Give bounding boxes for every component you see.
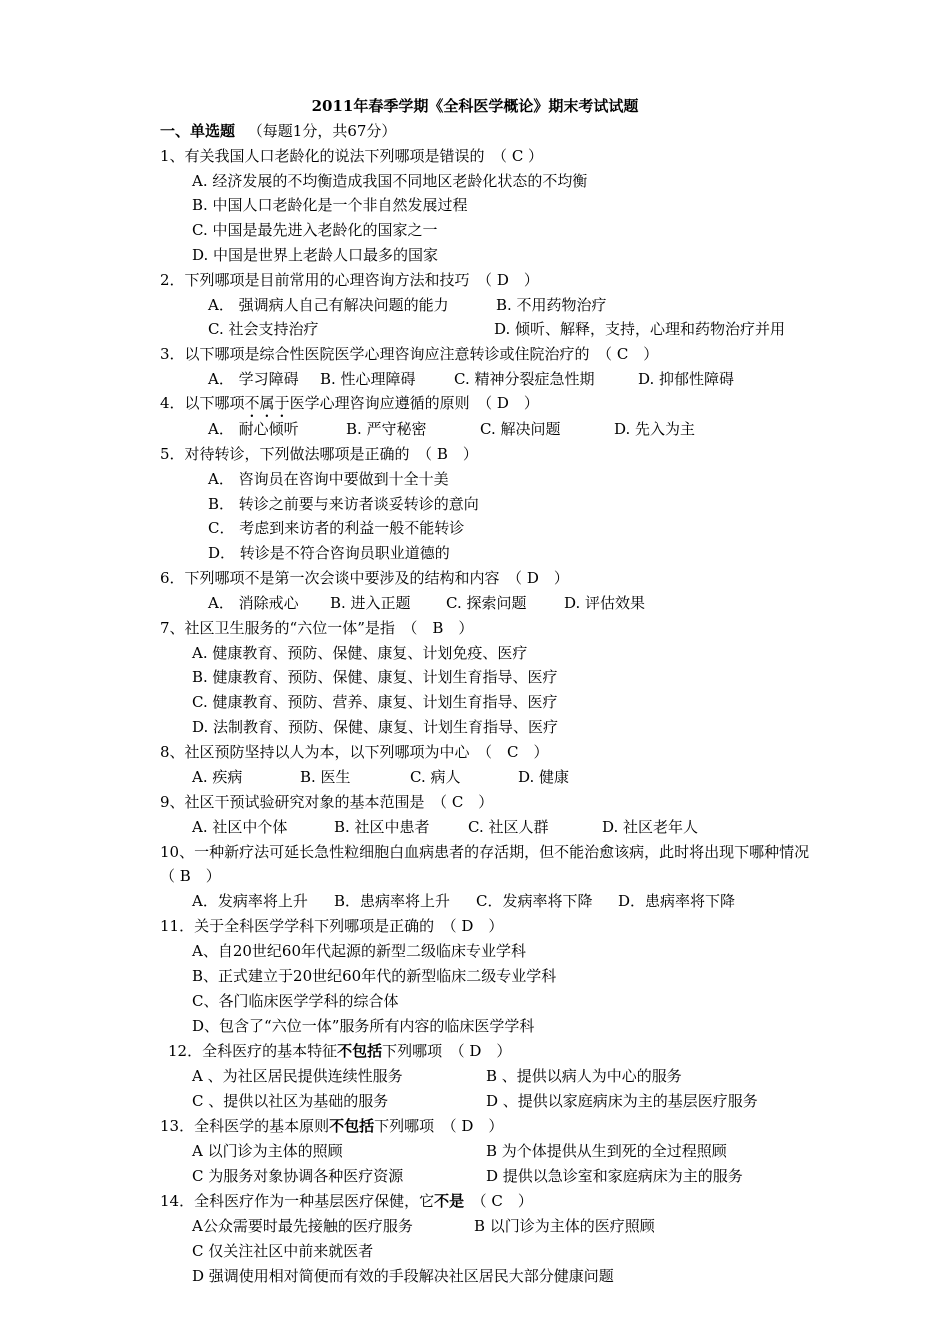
option: B. 健康教育、预防、保健、康复、计划生育指导、医疗 bbox=[192, 668, 558, 686]
stem-part: 医学心理咨询应遵循的原则 （ D ） bbox=[289, 394, 539, 412]
option: D. 法制教育、预防、保健、康复、计划生育指导、医疗 bbox=[192, 718, 559, 736]
option: C． 考虑到来访者的利益一般不能转诊 bbox=[208, 519, 465, 537]
stem-part: 12．全科医疗的基本特征 bbox=[168, 1042, 338, 1060]
option: D 强调使用相对简便而有效的手段解决社区居民大部分健康问题 bbox=[192, 1267, 614, 1285]
option: B 以门诊为主体的医疗照顾 bbox=[474, 1217, 655, 1235]
option: B. 性心理障碍 bbox=[320, 370, 416, 388]
option: C. 社区人群 bbox=[468, 818, 549, 836]
option: D. 抑郁性障碍 bbox=[638, 370, 735, 388]
option: C. 健康教育、预防、营养、康复、计划生育指导、医疗 bbox=[192, 693, 558, 711]
option: A． 咨询员在咨询中要做到十全十美 bbox=[208, 470, 449, 488]
option: D 、提供以家庭病床为主的基层医疗服务 bbox=[486, 1092, 758, 1110]
option: A． 消除戒心 bbox=[208, 594, 299, 612]
stem-part: 14．全科医疗作为一种基层医疗保健，它 bbox=[160, 1192, 435, 1210]
option: A. 社区中个体 bbox=[192, 818, 288, 836]
option: C. 精神分裂症急性期 bbox=[454, 370, 595, 388]
question-stem: 5．对待转诊，下列做法哪项是正确的 （ B ） bbox=[160, 445, 478, 463]
option: B、正式建立于20世纪60年代的新型临床二级专业学科 bbox=[192, 967, 557, 985]
question-stem: 8、社区预防坚持以人为本，以下列哪项为中心 （ C ） bbox=[160, 743, 549, 761]
option: B．患病率将上升 bbox=[334, 892, 451, 910]
question-stem bbox=[160, 1191, 950, 1211]
option: A． 学习障碍 bbox=[208, 370, 299, 388]
emphasis-text: 不是 bbox=[434, 1192, 465, 1210]
option: A. 经济发展的不均衡造成我国不同地区老龄化状态的不均衡 bbox=[192, 172, 588, 190]
question-stem: 11．关于全科医学学科下列哪项是正确的 （ D ） bbox=[160, 917, 504, 935]
emphasis-text: 不属于 bbox=[244, 394, 290, 412]
option: D. 中国是世界上老龄人口最多的国家 bbox=[192, 246, 439, 264]
emphasis-text: 不包括 bbox=[329, 1117, 375, 1135]
question-stem bbox=[160, 1116, 950, 1136]
option: A． 强调病人自己有解决问题的能力 bbox=[208, 296, 449, 314]
option: B. 社区中患者 bbox=[334, 818, 430, 836]
emphasis-text: 不包括 bbox=[337, 1042, 383, 1060]
stem-part: 13．全科医学的基本原则 bbox=[160, 1117, 330, 1135]
option: C. 解决问题 bbox=[480, 420, 561, 438]
option: C 、提供以社区为基础的服务 bbox=[192, 1092, 389, 1110]
question-stem: 9、社区干预试验研究对象的基本范围是 （ C ） bbox=[160, 793, 494, 811]
question-stem: 6．下列哪项不是第一次会谈中要涉及的结构和内容 （ D ） bbox=[160, 569, 569, 587]
option: D 提供以急诊室和家庭病床为主的服务 bbox=[486, 1167, 743, 1185]
option: A公众需要时最先接触的医疗服务 bbox=[192, 1217, 413, 1235]
option: A．发病率将上升 bbox=[192, 892, 308, 910]
option: B. 进入正题 bbox=[330, 594, 411, 612]
option: C. 中国是最先进入老龄化的国家之一 bbox=[192, 221, 438, 239]
option: A 以门诊为主体的照顾 bbox=[192, 1142, 343, 1160]
page-title: 2011年春季学期《全科医学概论》期末考试试题 bbox=[311, 97, 639, 115]
option: B 为个体提供从生到死的全过程照顾 bbox=[486, 1142, 727, 1160]
question-stem: 2．下列哪项是目前常用的心理咨询方法和技巧 （ D ） bbox=[160, 271, 539, 289]
option: A. 疾病 bbox=[192, 768, 243, 786]
option: D. 先入为主 bbox=[614, 420, 696, 438]
option: B 、提供以病人为中心的服务 bbox=[486, 1067, 682, 1085]
option: C 为服务对象协调各种医疗资源 bbox=[192, 1167, 404, 1185]
option: B． 转诊之前要与来访者谈妥转诊的意向 bbox=[208, 495, 479, 513]
option: C. 探索问题 bbox=[446, 594, 527, 612]
question-stem: 10、一种新疗法可延长急性粒细胞白血病患者的存活期，但不能治愈该病，此时将出现下哪种情况 bbox=[160, 843, 810, 861]
option: D．患病率将下降 bbox=[618, 892, 736, 910]
option: D． 转诊是不符合咨询员职业道德的 bbox=[208, 544, 450, 562]
question-stem bbox=[160, 393, 950, 421]
option: B. 医生 bbox=[300, 768, 351, 786]
option: C 仅关注社区中前来就医者 bbox=[192, 1242, 374, 1260]
option: D. 倾听、解释，支持，心理和药物治疗并用 bbox=[494, 320, 786, 338]
option: C. 社会支持治疗 bbox=[208, 320, 319, 338]
option: A． 耐心倾听 bbox=[208, 420, 299, 438]
option: B. 严守秘密 bbox=[346, 420, 427, 438]
option: A、自20世纪60年代起源的新型二级临床专业学科 bbox=[192, 942, 527, 960]
option: C、各门临床医学学科的综合体 bbox=[192, 992, 399, 1010]
question-stem: 3．以下哪项是综合性医院医学心理咨询应注意转诊或住院治疗的 （ C ） bbox=[160, 345, 659, 363]
option: C. 病人 bbox=[410, 768, 461, 786]
question-stem: 1、有关我国人口老龄化的说法下列哪项是错误的 （ C ） bbox=[160, 147, 544, 165]
option: A 、为社区居民提供连续性服务 bbox=[192, 1067, 403, 1085]
stem-part: 下列哪项 （ D ） bbox=[382, 1042, 512, 1060]
question-stem bbox=[168, 1041, 950, 1061]
option: B. 不用药物治疗 bbox=[496, 296, 607, 314]
section-label: 一、单选题 bbox=[160, 122, 236, 140]
stem-part: 4．以下哪项 bbox=[160, 394, 245, 412]
option: D. 健康 bbox=[518, 768, 570, 786]
option: B. 中国人口老龄化是一个非自然发展过程 bbox=[192, 196, 468, 214]
option: A. 健康教育、预防、保健、康复、计划免疫、医疗 bbox=[192, 644, 528, 662]
question-stem: 7、社区卫生服务的“六位一体”是指 （ B ） bbox=[160, 619, 474, 637]
option: D. 社区老年人 bbox=[602, 818, 699, 836]
option: D. 评估效果 bbox=[564, 594, 646, 612]
question-answer: （ B ） bbox=[160, 867, 221, 885]
section-heading bbox=[160, 121, 950, 141]
stem-part: 下列哪项 （ D ） bbox=[374, 1117, 504, 1135]
stem-part: （ C ） bbox=[464, 1192, 533, 1210]
option: D、包含了“六位一体”服务所有内容的临床医学学科 bbox=[192, 1017, 535, 1035]
section-note: （每题1分，共67分） bbox=[247, 122, 397, 140]
option: C．发病率将下降 bbox=[476, 892, 593, 910]
